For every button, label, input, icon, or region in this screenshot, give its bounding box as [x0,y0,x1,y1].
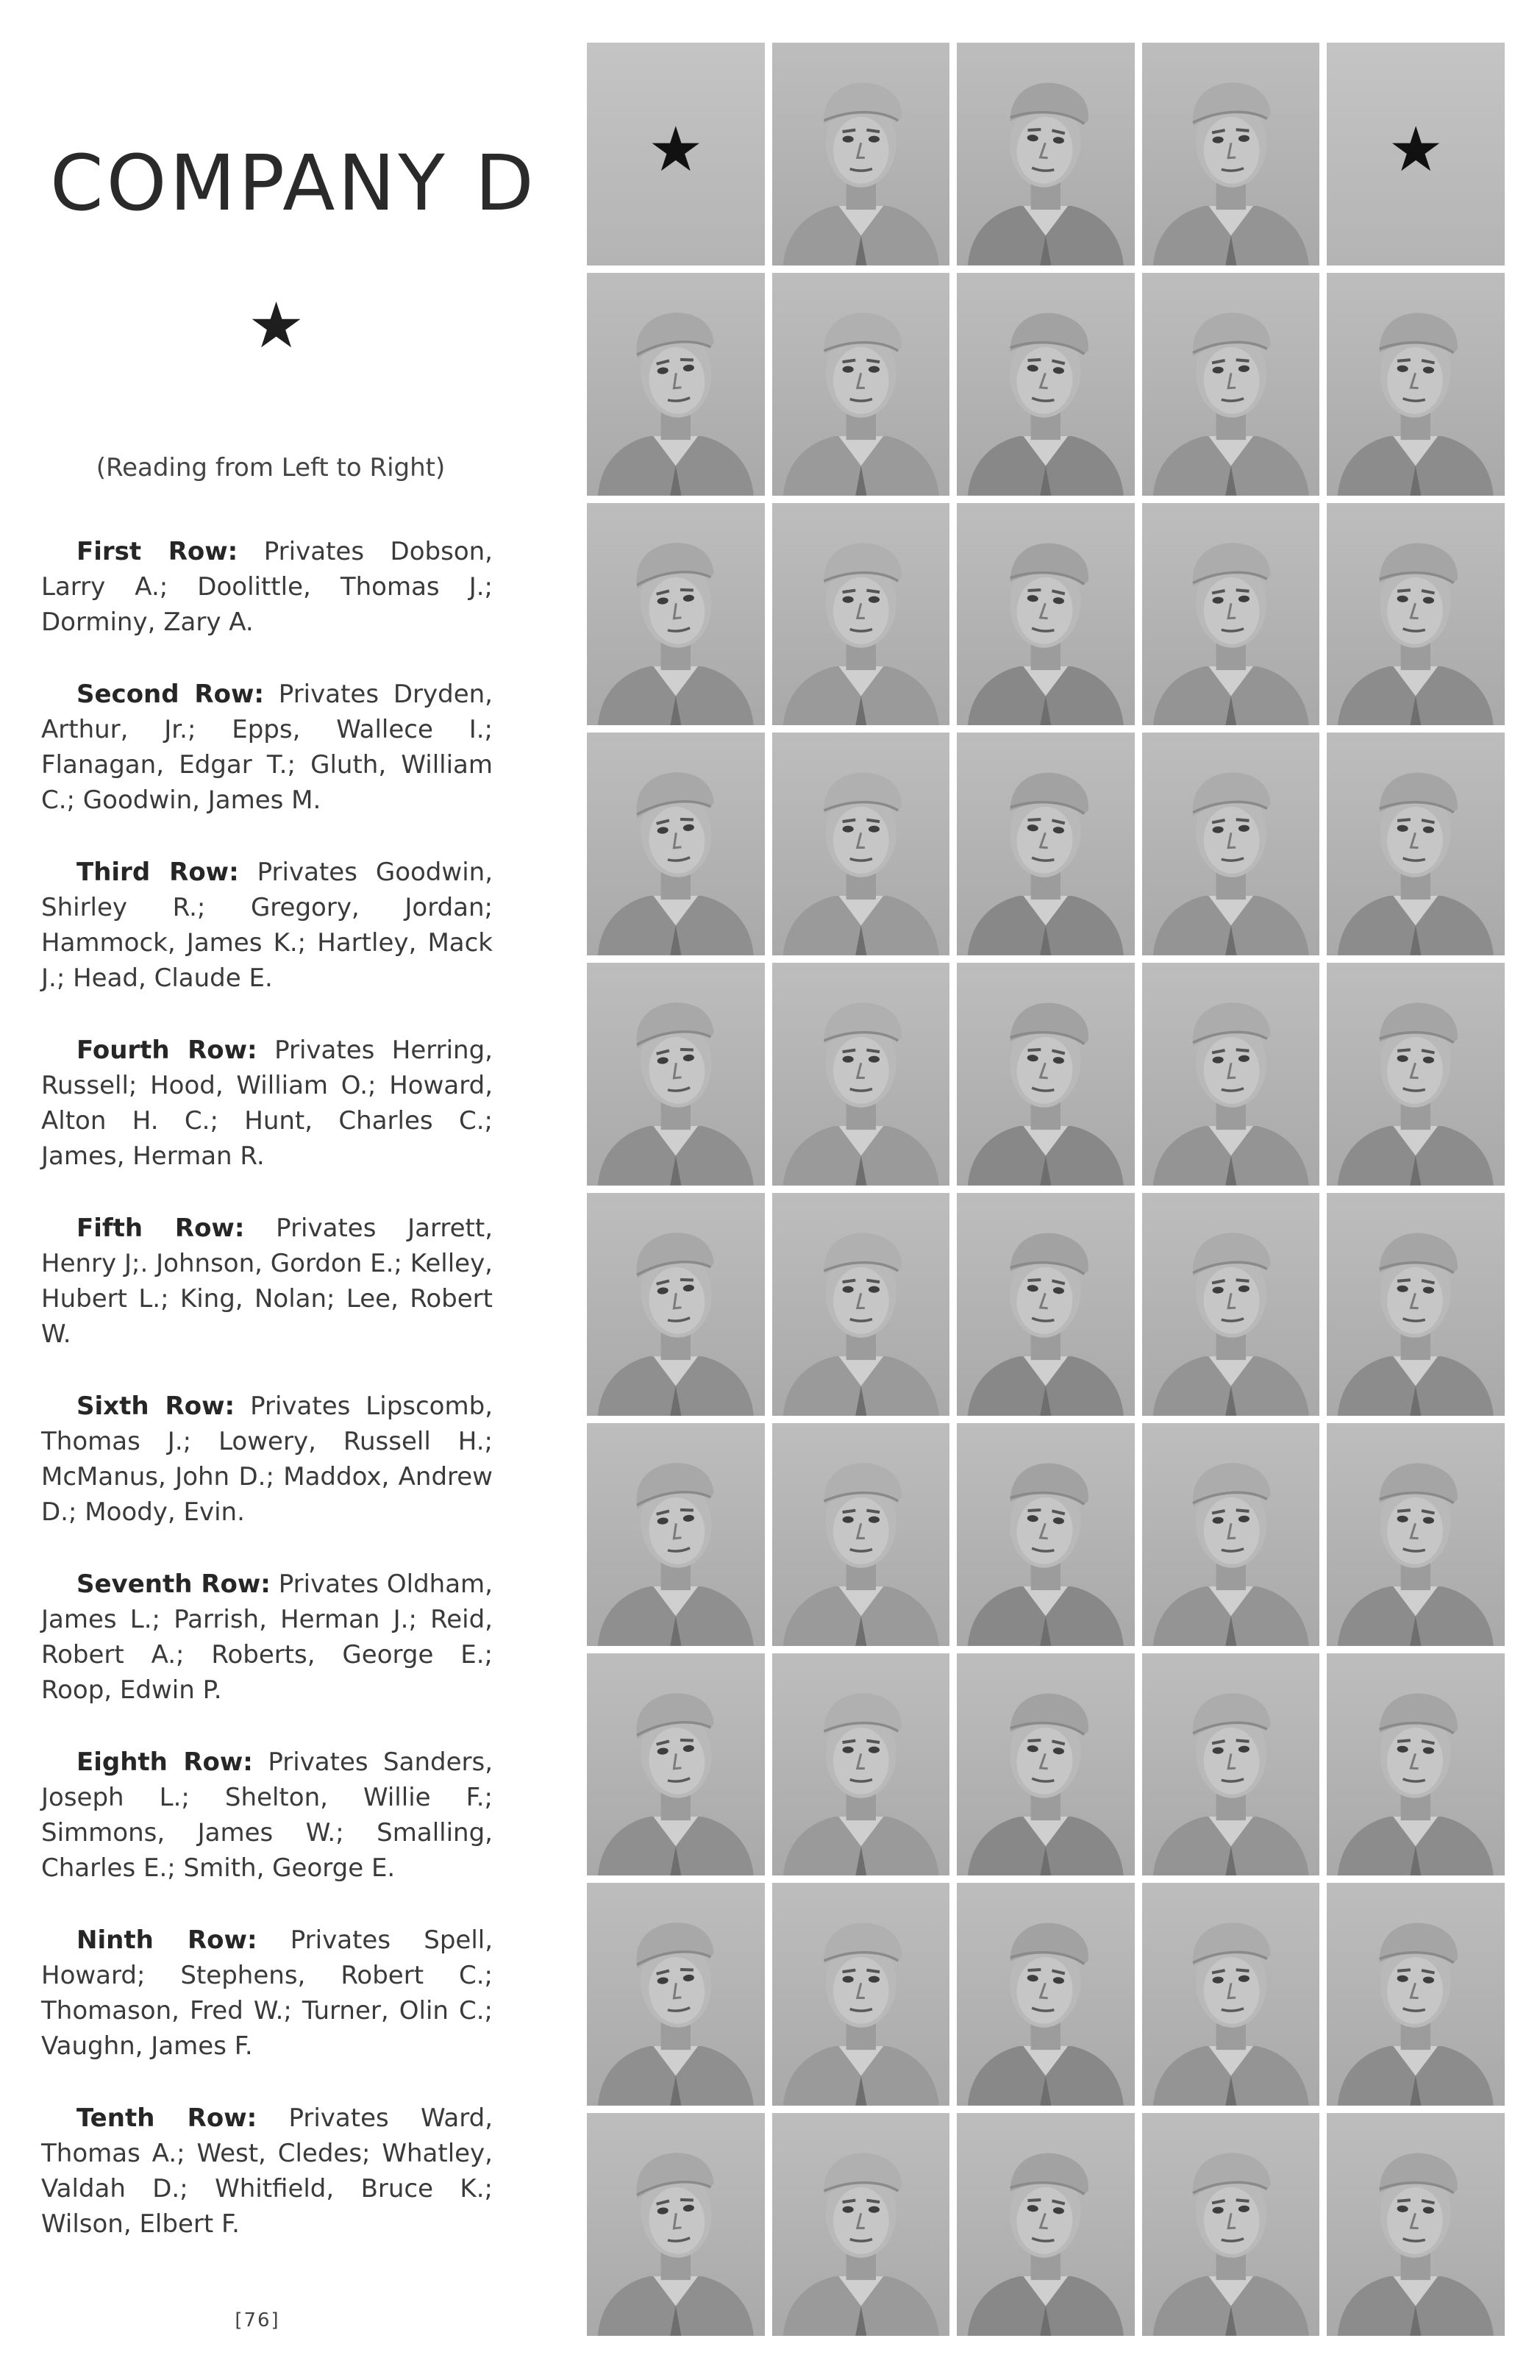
soldier-portrait [1142,1653,1320,1876]
portrait-photo [1142,43,1320,266]
soldier-portrait [957,503,1135,726]
portrait-photo [587,2113,765,2336]
row-names: Privates Dobson, Larry A.; Doolittle, Thomas J.; Dorminy, Zary A. [41,537,493,637]
soldier-portrait [1142,1423,1320,1646]
soldier-portrait [957,1193,1135,1416]
page-title: COMPANY D [50,138,537,228]
portrait-photo [957,503,1135,726]
portrait-photo [587,1653,765,1876]
portrait-photo [1327,1423,1505,1646]
portrait-photo [772,43,950,266]
row-caption [41,1033,493,1174]
soldier-portrait [1327,733,1505,955]
caption-column [0,0,537,2380]
soldier-portrait [1142,2113,1320,2336]
portrait-photo [1142,1883,1320,2106]
reading-note: (Reading from Left to Right) [96,453,446,482]
portrait-grid [587,43,1505,2336]
soldier-portrait [772,1653,950,1876]
portrait-photo [587,1883,765,2106]
soldier-portrait [772,43,950,266]
soldier-portrait [772,2113,950,2336]
soldier-portrait [587,1883,765,2106]
portrait-photo [1327,2113,1505,2336]
row-label: Ninth Row: [76,1925,257,1955]
portrait-photo [1142,1653,1320,1876]
portrait-photo [1327,273,1505,496]
row-names: Privates Goodwin, Shirley R.; Gregory, Jordan; Hammock, James K.; Hartley, Mack J.; Head, Claude E. [41,858,493,993]
soldier-portrait [957,733,1135,955]
row-caption [41,677,493,818]
row-label: Sixth Row: [76,1392,235,1421]
portrait-photo [1327,503,1505,726]
soldier-portrait [772,963,950,1186]
soldier-portrait [1327,2113,1505,2336]
portrait-photo [957,733,1135,955]
soldier-portrait [1327,1883,1505,2106]
portrait-photo [957,43,1135,266]
portrait-photo [587,1193,765,1416]
portrait-photo [772,1193,950,1416]
portrait-photo [957,1193,1135,1416]
portrait-photo [587,273,765,496]
portrait-photo [1327,1653,1505,1876]
soldier-portrait [1327,1423,1505,1646]
portrait-photo [1142,1423,1320,1646]
portrait-photo [772,733,950,955]
portrait-photo [957,1653,1135,1876]
soldier-portrait [1327,963,1505,1186]
soldier-portrait [1327,273,1505,496]
portrait-photo [1142,1193,1320,1416]
row-caption [41,2101,493,2242]
row-names: Privates Sanders, Joseph L.; Shelton, Willie F.; Simmons, James W.; Smalling, Charles E.; Smith, George E. [41,1747,493,1883]
soldier-portrait [1142,273,1320,496]
row-caption [41,855,493,996]
soldier-portrait [587,963,765,1186]
soldier-portrait [957,1423,1135,1646]
soldier-portrait [587,1193,765,1416]
soldier-portrait [957,963,1135,1186]
soldier-portrait [1327,503,1505,726]
soldier-portrait [957,43,1135,266]
portrait-photo [772,503,950,726]
portrait-photo [772,2113,950,2336]
portrait-photo [957,2113,1135,2336]
portrait-photo [1327,1193,1505,1416]
soldier-portrait [957,273,1135,496]
portrait-photo [1142,503,1320,726]
row-names: Privates Ward, Thomas A.; West, Cledes; Whatley, Valdah D.; Whitfield, Bruce K.; Wilson, Elbert F. [41,2103,493,2239]
portrait-photo [1142,2113,1320,2336]
soldier-portrait [1142,1883,1320,2106]
row-label: First Row: [76,537,238,566]
portrait-photo [1142,963,1320,1186]
portrait-photo [957,963,1135,1186]
portrait-photo [587,733,765,955]
soldier-portrait [772,503,950,726]
row-label: Third Row: [76,858,239,887]
soldier-portrait [1142,503,1320,726]
row-label: Fourth Row: [76,1036,257,1065]
soldier-portrait [957,2113,1135,2336]
star-icon: ★ [248,289,305,363]
portrait-photo [957,273,1135,496]
row-label: Eighth Row: [76,1747,253,1777]
portrait-photo [1327,733,1505,955]
soldier-portrait [1142,43,1320,266]
row-names: Privates Spell, Howard; Stephens, Robert C.; Thomason, Fred W.; Turner, Olin C.; Vaughn, James F. [41,1925,493,2061]
soldier-portrait [587,1423,765,1646]
row-caption [41,1389,493,1530]
portrait-photo [1142,273,1320,496]
row-caption [41,1211,493,1352]
row-names: Privates Herring, Russell; Hood, William O.; Howard, Alton H. C.; Hunt, Charles C.; James, Herman R. [41,1036,493,1171]
soldier-portrait [772,1193,950,1416]
row-caption [41,1567,493,1708]
row-names: Privates Oldham, James L.; Parrish, Herman J.; Reid, Robert A.; Roberts, George E.; Roop, Edwin P. [41,1570,493,1705]
portrait-photo [1327,1883,1505,2106]
portrait-photo [957,1423,1135,1646]
soldier-portrait [772,733,950,955]
soldier-portrait [587,733,765,955]
row-captions [41,534,493,2279]
row-label: Fifth Row: [76,1214,245,1243]
soldier-portrait [587,1653,765,1876]
portrait-photo [772,1883,950,2106]
row-names: Privates Lipscomb, Thomas J.; Lowery, Russell H.; McManus, John D.; Maddox, Andrew D.; Moody, Evin. [41,1392,493,1527]
portrait-photo [1142,733,1320,955]
row-caption [41,1745,493,1886]
portrait-photo [772,273,950,496]
page-number: [76] [235,2309,280,2331]
row-caption [41,1923,493,2064]
soldier-portrait [772,273,950,496]
soldier-portrait [587,503,765,726]
portrait-photo [587,963,765,1186]
portrait-photo [772,963,950,1186]
portrait-photo [587,503,765,726]
row-label: Second Row: [76,680,264,709]
soldier-portrait [1142,1193,1320,1416]
row-names: Privates Jarrett, Henry J;. Johnson, Gordon E.; Kelley, Hubert L.; King, Nolan; Lee, Robert W. [41,1214,493,1349]
row-names: Privates Dryden, Arthur, Jr.; Epps, Wallece I.; Flanagan, Edgar T.; Gluth, William C.; Goodwin, James M. [41,680,493,815]
portrait-photo [772,1653,950,1876]
star-cell [587,43,765,266]
soldier-portrait [772,1423,950,1646]
portrait-photo [1327,963,1505,1186]
row-caption [41,534,493,640]
soldier-portrait [1327,1193,1505,1416]
soldier-portrait [957,1883,1135,2106]
portrait-photo [772,1423,950,1646]
soldier-portrait [587,273,765,496]
soldier-portrait [1142,733,1320,955]
soldier-portrait [1327,1653,1505,1876]
star-cell [1327,43,1505,266]
row-label: Seventh Row: [76,1570,271,1599]
star-icon: ★ [1388,113,1444,186]
portrait-photo [587,1423,765,1646]
soldier-portrait [772,1883,950,2106]
soldier-portrait [587,2113,765,2336]
row-label: Tenth Row: [76,2103,257,2133]
soldier-portrait [1142,963,1320,1186]
soldier-portrait [957,1653,1135,1876]
star-icon: ★ [648,113,704,186]
portrait-photo [957,1883,1135,2106]
